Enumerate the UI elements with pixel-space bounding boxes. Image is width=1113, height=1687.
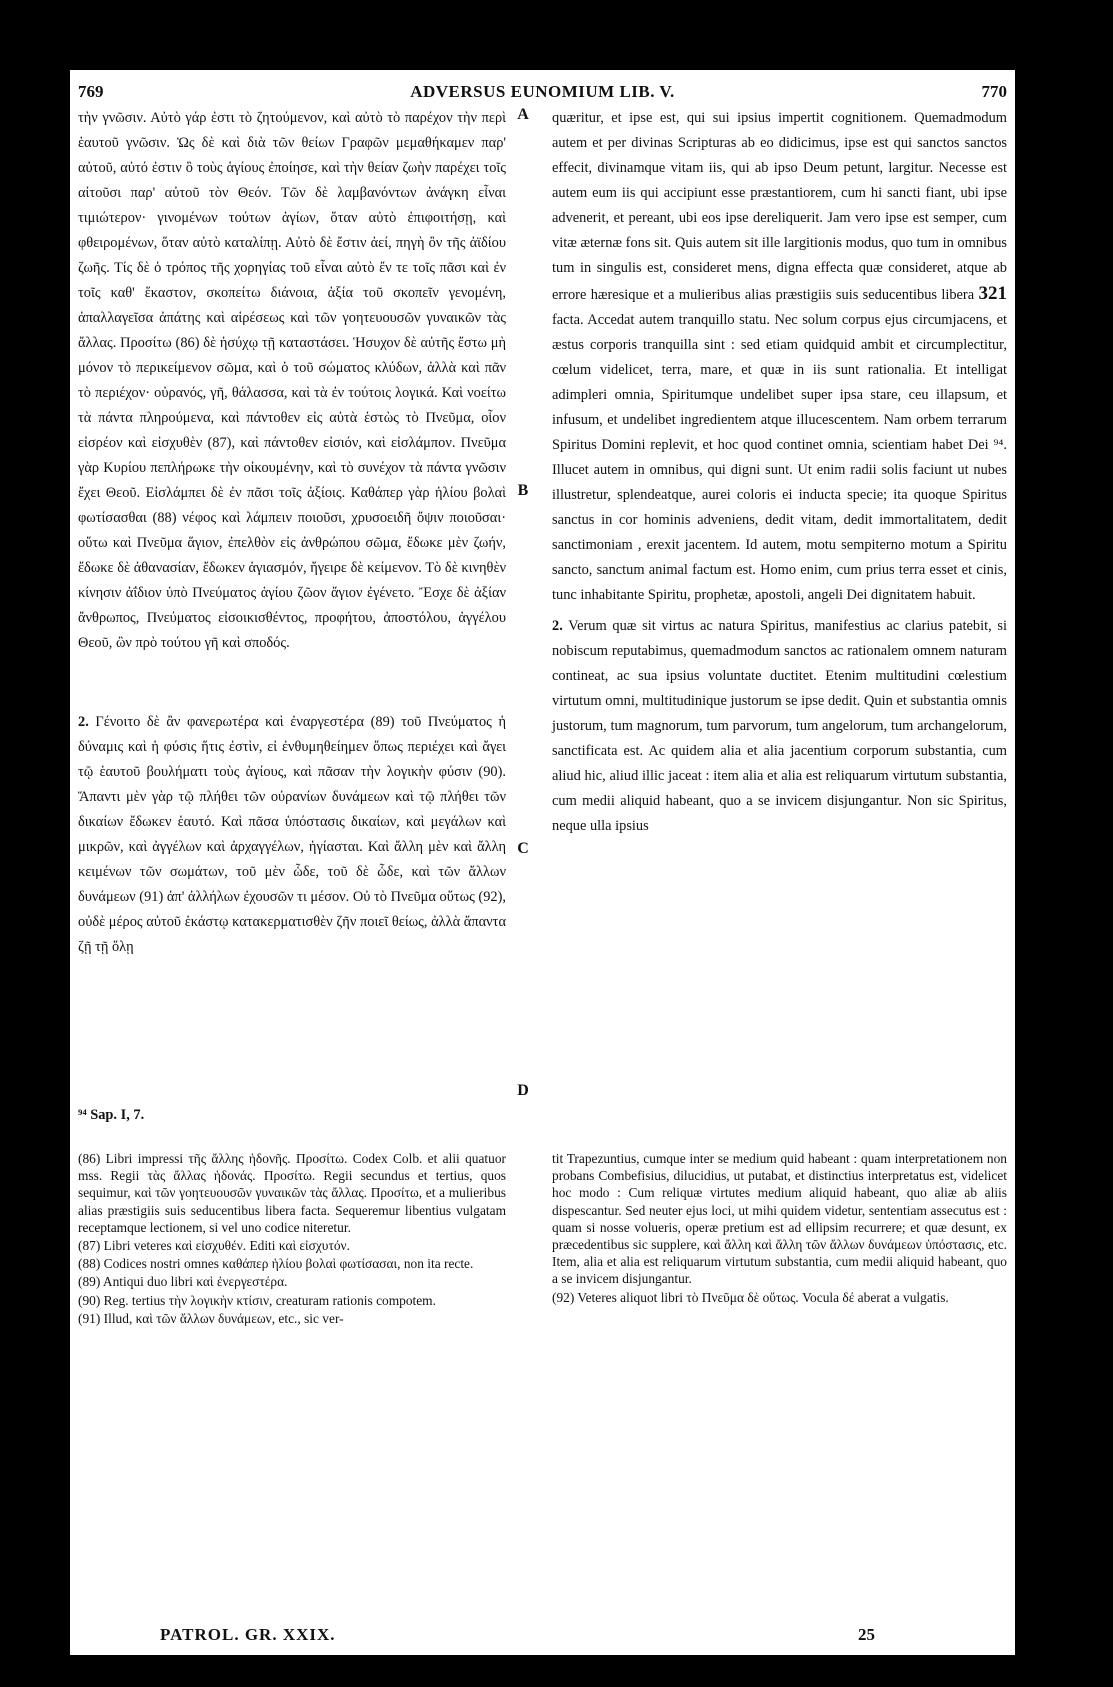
- footnote-90: (90) Reg. tertius τὴν λογικὴν κτίσιν, creaturam rationis compotem.: [78, 1292, 436, 1308]
- page-number-left: 769: [78, 82, 104, 101]
- latin-paragraph-1: [552, 106, 1007, 608]
- footnote-91-continued: tit Trapezuntius, cumque inter se medium quid habeant : quam interpretationem non probans Combefisius, dilucidius, ut putabat, et distinctius interpretatus est, videlicet hoc modo : Cum reliquæ virtutes medium aliquid habeant, quo aliæ ab aliis dispescantur. Sed neuter ejus loci, ut mihi quidem videtur, sententiam assecutus est : quam si nosse volueris, operæ pretium est ad ellipsim recurrere; et quæ desunt, ex præcedentibus sic supplere, καὶ ἄλλη καὶ ἄλλη τῶν ἄλλων δυνάμεων ὑπόστασις, etc. Item, alia et alia est reliquarum virtutum substantia, cum medii aliquid habeant, quo a se invicem disjungantur.: [552, 1151, 1007, 1287]
- scripture-reference: ⁹⁴ Sap. I, 7.: [78, 1107, 145, 1123]
- running-header: [78, 82, 1007, 104]
- latin-paragraph-2: [552, 614, 1007, 839]
- margin-marker-d: D: [517, 1082, 529, 1099]
- margin-marker-c: C: [517, 840, 529, 857]
- footnote-92: (92) Veteres aliquot libri τὸ Πνεῦμα δὲ οὕτως. Vocula δέ aberat a vulgatis.: [552, 1289, 949, 1305]
- latin-paragraph-2-number: 2.: [552, 618, 563, 634]
- footnote-87: (87) Libri veteres καὶ εἰσχυθέν. Editi καὶ εἰσχυτόν.: [78, 1238, 350, 1254]
- greek-column: [78, 106, 506, 960]
- page-number-right: 770: [981, 82, 1007, 101]
- greek-paragraph-2-number: 2.: [78, 714, 89, 730]
- latin-paragraph-2-text: Verum quæ sit virtus ac natura Spiritus, manifestius ac clarius patebit, si nobiscum reputabimus, quemadmodum sanctos ac rationalem omnem naturam contineat, ac sua ipsius voluntate ductitet. Etenim multitudini cœlestium virtutum omni, multitudinique justorum se ipse dedit. Quin et substantia omnis justorum, tum magnorum, tum parvorum, tum angelorum, tum archangelorum, sanctificata est. Ac quidem alia et alia jacentium corporum substantia, cum aliud hic, aliud illic jaceat : item alia et alia est reliquarum virtutum substantia, cum medii aliquid habeant, quo a se invicem disjungantur. Non sic Spiritus, neque ulla ipsius: [552, 618, 1008, 834]
- column-number: 321: [978, 283, 1007, 304]
- gathering-number: 25: [858, 1625, 875, 1644]
- greek-paragraph-2: [78, 710, 506, 960]
- latin-column: [552, 106, 1007, 839]
- greek-paragraph-1: τὴν γνῶσιν. Αὐτὸ γάρ ἐστι τὸ ζητούμενον, καὶ αὐτὸ τὸ παρέχον τὴν περὶ ἑαυτοῦ γνῶσιν. Ὡς δὲ καὶ διὰ τῶν θείων Γραφῶν μεμαθήκαμεν παρ' αὐτοῦ, αὐτό ἐστιν ὃ τοὺς ἁγίους ἐποίησε, καὶ τὴν θείαν ζωὴν παρέχει τοῖς αἰτοῦσι παρ' αὐτοῦ τὸν Θεόν. Τῶν δὲ λαμβανόντων ἀνάγκη εἶναι τιμιώτερον· γινομένων τούτων ἁγίων, ὅταν αὐτὸ ἐπιφοιτήσῃ, καὶ φθειρομένων, ὅταν αὐτὸ καταλίπῃ. Αὐτὸ δὲ ἔστιν ἀεί, πηγὴ ὂν τῆς ἀϊδίου ζωῆς. Τίς δὲ ὁ τρόπος τῆς χορηγίας τοῦ εἶναι αὐτὸ ἔν τε τοῖς πᾶσι καὶ ἐν τοῖς καθ' ἕκαστον, σκοπείτω διάνοια, ἀξία τοῦ σκοπεῖν γενομένη, ἀπαλλαγεῖσα ἀπάτης καὶ αἱρέσεως καὶ τῶν γοητευουσῶν γυναικῶν τὰς ἄλλας. Προσίτω (86) δὲ ἡσύχῳ τῇ καταστάσει. Ἡσυχον δὲ αὐτῆς ἔστω μὴ μόνον τὸ περικείμενον σῶμα, καὶ ὁ τοῦ σώματος κλύδων, ἀλλὰ καὶ πᾶν τὸ περιέχον· οὐρανός, γῆ, θάλασσα, καὶ τὰ ἐν τούτοις λογικά. Καὶ νοείτω τὰ πάντα πληρούμενα, καὶ πάντοθεν εἰς αὐτὰ ἑστὼς τὸ Πνεῦμα, οἷον εἰσρέον καὶ εἰσχυθὲν (87), καὶ πάντοθεν εἰσιόν, καὶ εἰσλάμπον. Πνεῦμα γὰρ Κυρίου πεπλήρωκε τὴν οἰκουμένην, καὶ τὸ συνέχον τὰ πάντα γνῶσιν ἔχει Θεοῦ. Εἰσλάμπει δὲ ἐν πᾶσι τοῖς ἀξίοις. Καθάπερ γὰρ ἡλίου βολαὶ φωτίσασθαι (88) νέφος καὶ λάμπειν ποιοῦσι, χρυσοειδῆ ὄψιν ποιοῦσαι· οὕτω καὶ Πνεῦμα ἅγιον, ἐπελθὸν εἰς ἀνθρώπου σῶμα, ἔδωκε μὲν ζωήν, ἔδωκε δὲ ἀθανασίαν, ἔδωκεν ἁγιασμόν, ἤγειρε δὲ κείμενον. Τὸ δὲ κινηθὲν κίνησιν ἀΐδιον ὑπὸ Πνεύματος ἁγίου ζῶον ἅγιον ἐγένετο. Ἔσχε δὲ ἀξίαν ἄνθρωπος, Πνεύματος εἰσοικισθέντος, προφήτου, ἀποστόλου, ἀγγέλου Θεοῦ, ὢν πρὸ τούτου γῆ καὶ σποδός.: [78, 110, 506, 651]
- footnote-91: (91) Illud, καὶ τῶν ἄλλων δυνάμεων, etc., sic ver-: [78, 1310, 344, 1326]
- footnotes-left: [78, 1150, 506, 1328]
- greek-paragraph-2-text: Γένοιτο δὲ ἂν φανερωτέρα καὶ ἐναργεστέρα (89) τοῦ Πνεύματος ἡ δύναμις καὶ ἡ φύσις ἥτις ἐστὶν, εἰ ἐνθυμηθείημεν ὅπως περιέχει καὶ ἄγει τῷ ἑαυτοῦ βουλήματι τοὺς ἁγίους, καὶ πᾶσαν τὴν λογικὴν φύσιν (90). Ἅπαντι μὲν γὰρ τῷ πλήθει τῶν οὐρανίων δυνάμεων καὶ τῷ πλήθει τῶν δικαίων ἔδωκεν ἑαυτό. Καὶ πᾶσα ὑπόστασις δικαίων, καὶ μεγάλων καὶ μικρῶν, καὶ ἀγγέλων καὶ ἀρχαγγέλων, ἡγίασται. Καὶ ἄλλη μὲν καὶ ἄλλη κειμένων τῶν σωμάτων, τοῦ μὲν ὧδε, τοῦ δὲ ὧδε, καὶ τῶν ἄλλων δυνάμεων (91) ἀπ' ἀλλήλων ἐχουσῶν τι μέσον. Οὐ τὸ Πνεῦμα οὕτως (92), οὐδὲ μέρος αὐτοῦ ἑκάστῳ κατακερματισθὲν ζῆν ποιεῖ θείως, ἀλλὰ ἅπαντα ζῇ τῇ ὅλῃ: [78, 714, 506, 955]
- running-title: ADVERSUS EUNOMIUM LIB. V.: [410, 82, 675, 101]
- footnote-89: (89) Antiqui duo libri καὶ ἐνεργεστέρα.: [78, 1274, 288, 1290]
- margin-marker-a: A: [517, 106, 529, 123]
- margin-marker-b: B: [517, 482, 529, 499]
- page: [70, 70, 1015, 1655]
- latin-paragraph-1-b: facta. Accedat autem tranquillo statu. Nec solum corpus ejus circumjacens, et æstus corporis tranquilla sint : sed etiam quidquid ambit et circumplectitur, cœlum videlicet, terra, mare, et quæ in iis sunt rationalia. Et intelligat adimpleri omnia, Spiritumque undelibet super ipsa stare, ceu illapsum, et infusum, et undelibet ingredientem atque illucescentem. Nam orbem terrarum Spiritus Domini replevit, et hoc quod continet omnia, scientiam habet Dei ⁹⁴. Illucet autem in omnibus, qui digni sunt. Ut enim radii solis faciunt ut nubes illustretur, splendeatque, aurei coloris ei inducta specie; ita quoque Spiritus sanctus in cor hominis adveniens, dedit vitam, dedit immortalitatem, dedit sanctimoniam , erexit jacentem. Id autem, motu sempiterno motum a Spiritu sancto, sanctum animal factum est. Homo enim, cum prius terra esset et cinis, tunc inhabitante Spiritu, prophetæ, apostoli, angeli Dei dignitatem habuit.: [552, 312, 1007, 603]
- volume-signature: PATROL. GR. XXIX.: [160, 1625, 336, 1644]
- footnote-88: (88) Codices nostri omnes καθάπερ ἡλίου βολαὶ φωτίσασαι, non ita recte.: [78, 1256, 474, 1272]
- footnote-86: (86) Libri impressi τῆς ἄλλης ἡδονῆς. Προσίτω. Codex Colb. et alii quatuor mss. Regii τὰς ἄλλας ἡδονάς. Προσίτω. Regii secundus et tertius, quos sequimur, καὶ τῶν γοητευουσῶν γυναικῶν τὰς ἄλλας. Προσίτω, et a mulieribus alias præstigiis suis seducentibus libera facta. Sequeremur libentius vulgatam receptamque lectionem, si vel uno codice niteretur.: [78, 1151, 506, 1235]
- footnotes-right: [552, 1150, 1007, 1307]
- latin-paragraph-1-a: quæritur, et ipse est, qui sui ipsius impertit cognitionem. Quemadmodum autem et per divinas Scripturas ab eo didicimus, ipse est qui sanctos sanctos effecit, divinamque vitam iis, qui ab ipso Deum petunt, largitur. Necesse est autem eum iis qui accipiunt esse præstantiorem, cum hi sancti fiant, ubi ipse advenerit, et pereant, ubi eos ipse dereliquerit. Jam vero ipse est semper, cum vitæ æternæ fons sit. Quis autem sit ille largitionis modus, quo tum in omnibus tum in singulis est, consideret mens, digna effecta quæ consideret, atque ab errore hæresique et a mulieribus alias præstigiis suis seducentibus libera: [552, 110, 1007, 303]
